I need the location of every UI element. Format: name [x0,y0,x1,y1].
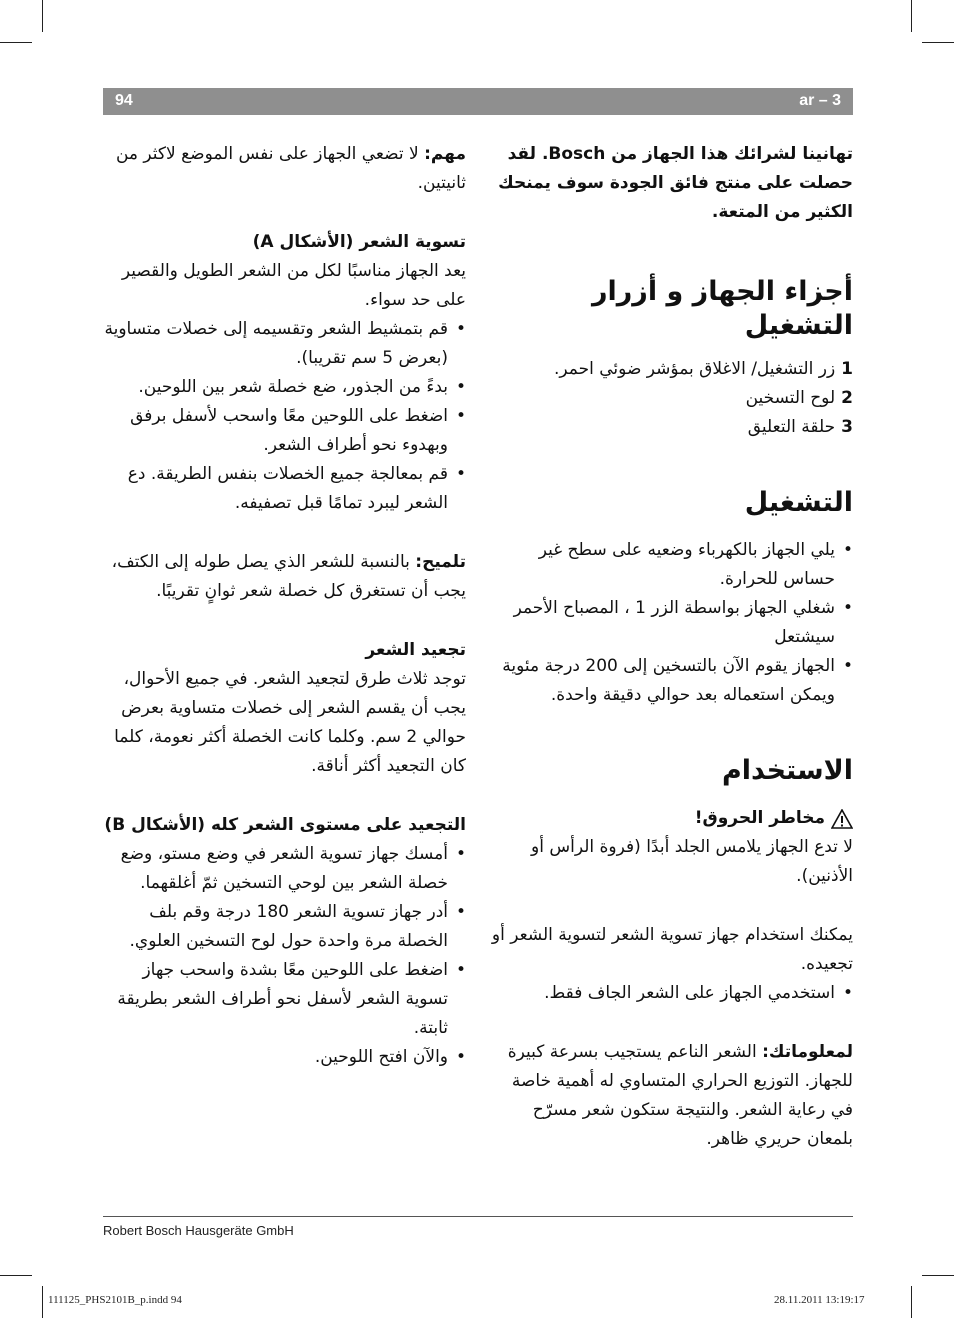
print-slug-file: 111125_PHS2101B_p.indd 94 [48,1294,182,1306]
note-label: تلميح: [415,552,466,572]
curl-text: توجد ثلاث طرق لتجعيد الشعر. في جميع الأحوال، يجب أن يقسم الشعر إلى خصلات متساوية بعرض حوالي 2 سم. وكلما كانت الخصلة أكثر نعومة، كلما كان التجعيد أكثر أناقة. [114,669,466,776]
warning-heading [490,804,853,833]
operation-heading: التشغيل [744,487,853,518]
info-paragraph [490,1038,853,1154]
straighten-text: يعد الجهاز مناسبًا لكل من الشعر الطويل والقصير على حد سواء. [121,261,466,310]
important-text: لا تضعي الجهاز على نفس الموضع لاكثر من ثانيتين. [115,144,466,193]
curl-level-list [103,840,466,1072]
curl-level-heading: التجعيد على مستوى الشعر كله (الأشكال B) [104,815,466,835]
curl-level-item: • أمسك جهاز تسوية الشعر في وضع مستو، وضع خصلة الشعر بين لوحي التسخين ثمّ أغلقهما. [103,840,466,898]
use-text: يمكنك استخدام جهاز تسوية الشعر لتسوية الشعر أو تجعيده. [491,925,853,974]
important-paragraph [103,140,466,198]
curl-level-item: • أدر جهاز تسوية الشعر 180 درجة وقم بلف الخصلة مرة واحدة حول لوح التسخين العلوي. [103,898,466,956]
straighten-item: • قم بمعالجة جميع الخصلات بنفس الطريقة. دع الشعر ليبرد تمامًا قبل تصفيفه. [103,460,466,518]
crop-mark [0,1275,32,1276]
operation-list [490,536,853,710]
use-list [490,979,853,1008]
straighten-item: • قم بتمشيط الشعر وتقسيمه إلى خصلات متساوية (بعرض 5 سم تقريبا). [103,315,466,373]
crop-mark [911,1286,912,1318]
print-slug-date: 28.11.2011 13:19:17 [774,1294,865,1306]
curl-level-item: • اضغط على اللوحين معًا بشدة واسحب جهاز تسوية الشعر لأسفل نحو أطراف الشعر بطريقة ثابتة. [103,956,466,1043]
parts-heading: أجزاء الجهاز و أزرار التشغيل [591,276,853,341]
curl-level-item: • والآن افتح اللوحين. [103,1043,466,1072]
crop-mark [922,42,954,43]
section-label: ar – 3 [799,92,841,109]
use-heading: الاستخدام [721,755,853,786]
page-header-bar [103,88,853,115]
crop-mark [911,0,912,32]
parts-list [490,355,853,442]
footer-divider [103,1216,853,1217]
parts-item: 3حلقة التعليق [747,417,853,437]
note-text: بالنسبة للشعر الذي يصل طوله إلى الكتف، يجب أن تستغرق كل خصلة شعر ثوانٍ تقريبًا. [111,552,466,601]
use-item: • استخدمي الجهاز على الشعر الجاف فقط. [490,979,853,1008]
straighten-item: • اضغط على اللوحين معًا واسحب لأسفل برفق وبهدوء نحو أطراف الشعر. [103,402,466,460]
warning-triangle-icon [831,809,853,829]
warning-text: لا تدع الجهاز يلامس الجلد أبدًا (فروة الرأس أو الأذنين). [531,837,853,886]
info-text: الشعر الناعم يستجيب بسرعة كبيرة للجهاز. التوزيع الحراري المتساوي له أهمية خاصة في رعاية الشعر. والنتيجة ستكون شعر مسرّح بلمعان حريري ظاهر. [507,1042,853,1149]
operation-item: • الجهاز يقوم الآن بالتسخين إلى 200 درجة مئوية ويمكن استعماله بعد حوالي دقيقة واحدة. [490,652,853,710]
parts-item: 2لوح التسخين [745,388,853,408]
curl-heading: تجعيد الشعر [365,640,466,660]
crop-mark [42,1286,43,1318]
parts-item: 1زر التشغيل/ الاغلاق بمؤشر ضوئي احمر. [554,359,853,379]
important-label: مهم: [424,144,466,164]
warning-title: مخاطر الحروق! [694,808,825,828]
crop-mark [42,0,43,32]
crop-mark [0,42,32,43]
intro-text: تهانينا لشرائك هذا الجهاز من Bosch. لقد حصلت على منتج فائق الجودة سوف يمنحك الكثير من المتعة. [498,144,853,222]
note-paragraph [103,548,466,606]
left-column [103,140,466,1072]
straighten-heading: تسوية الشعر (الأشكال A) [252,232,466,252]
footer-company: Robert Bosch Hausgeräte GmbH [103,1223,294,1238]
straighten-item: • بدءً من الجذور، ضع خصلة شعر بين اللوحين. [103,373,466,402]
page-number: 94 [115,92,133,109]
crop-mark [922,1275,954,1276]
info-label: لمعلوماتك: [762,1042,853,1062]
right-column [490,140,853,1154]
operation-item: • يلي الجهاز بالكهرباء وضعيه على سطح غير حساس للحرارة. [490,536,853,594]
operation-item: • شغلي الجهاز بواسطة الزر 1 ، المصباح الأحمر سيشتعل [490,594,853,652]
straighten-list [103,315,466,518]
